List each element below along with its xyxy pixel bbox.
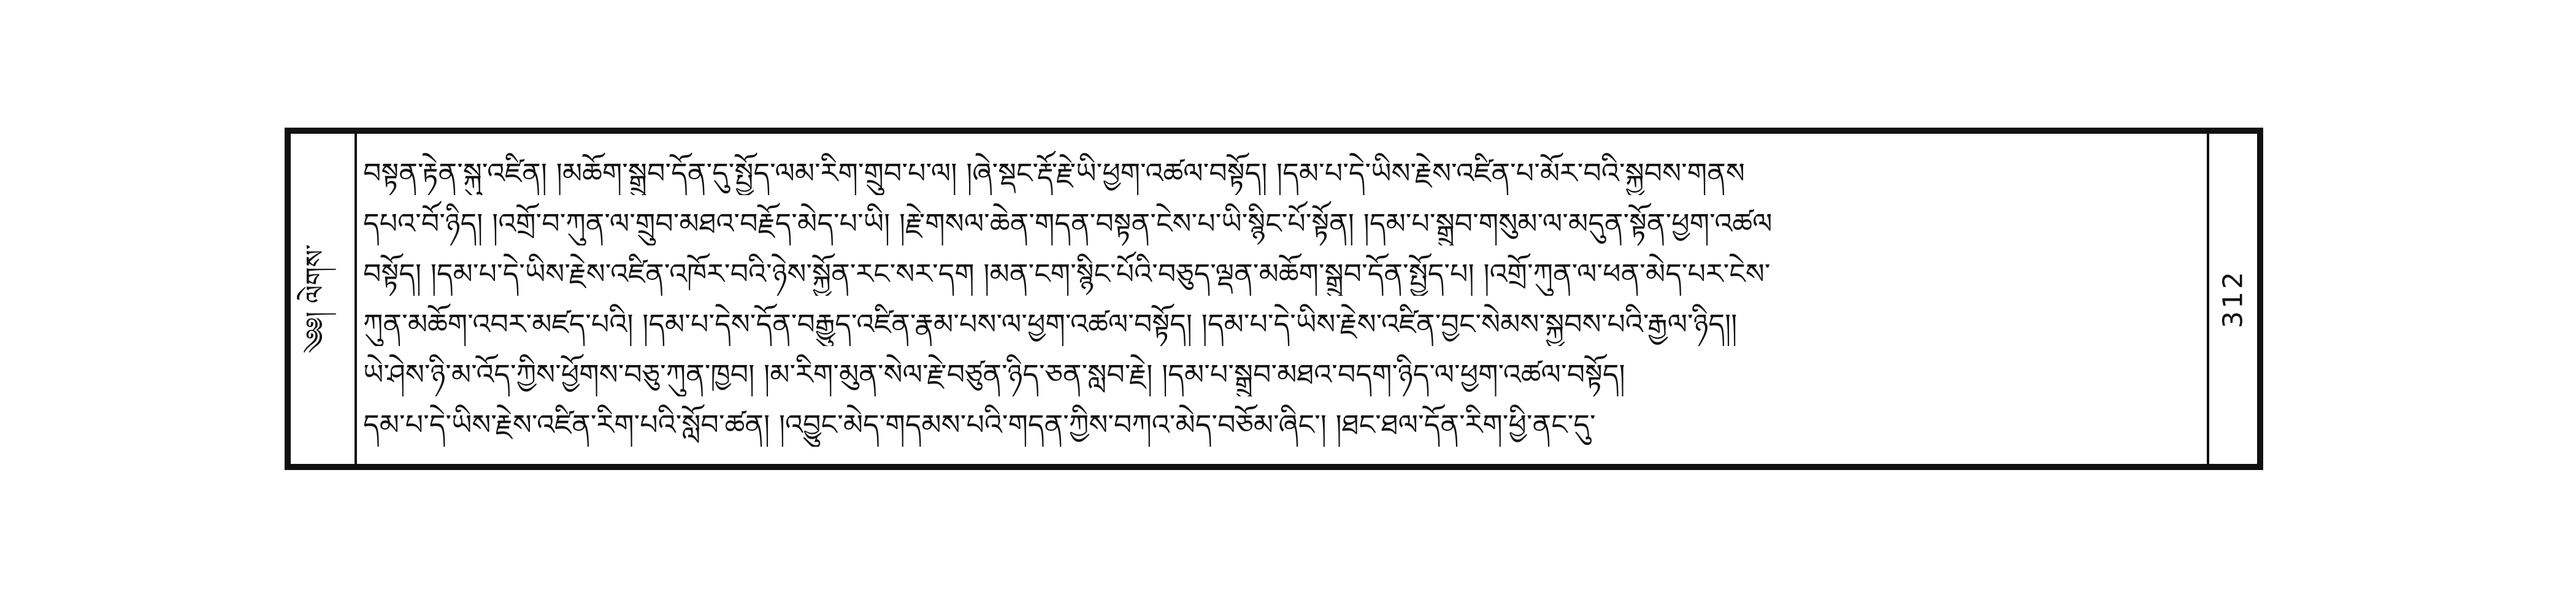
text-line-4: ཀུན་མཆོག་འབར་མཛད་པའི། །དམ་པ་དེས་དོན་བརྒྱུད་འཛིན་རྣམ་པས་ལ་ཕྱག་འཚལ་བསྟོད། །དམ་པ་དེ་ཡིས་རྗེས་འཛིན་བྱང་སེམས་སྐྱབས་པའི་རྒྱལ་ཉིད།། [363,307,1738,341]
text-line-1: བསྟན་རྟེན་སྐུ་འཛིན། །མཆོག་སྒྲུབ་དོན་དུ་སྤྱོད་ལམ་རིག་གྲུབ་པ་ལ། །ཞེ་སྡང་རྡོ་རྗེ་ཡི་ཕྱག་འཚལ་བསྟོད། །དམ་པ་དེ་ཡིས་རྗེས་འཛིན་པ་མོར་བའི་སྐྱབས་གནས [363,156,1745,190]
text-line-2: དཔའ་བོ་ཉིད། །འགྲོ་བ་ཀུན་ལ་གྲུབ་མཐའ་བརྗོད་མེད་པ་ཡི། །རྗེ་གསལ་ཆེན་གདན་བསྟན་ངེས་པ་ཡི་སྙིང་པོ་སྟོན། །དམ་པ་སྒྲུབ་གསུམ་ལ་མདུན་སྟོན་ཕྱག་འཚལ [363,207,1773,240]
text-line-3: བསྟོད། །དམ་པ་དེ་ཡིས་རྗེས་འཛིན་འཁོར་བའི་ཉེས་སྐྱོན་རང་སར་དག །མན་ངག་སྙིང་པོའི་བཅུད་ལྡན་མཆོག་སྒྲུབ་དོན་སྤྱོད་པ། །འགྲོ་ཀུན་ལ་ཕན་མེད་པར་ངེས་ [363,257,1771,290]
text-block [363,151,2201,447]
page-number: 312 [2217,269,2249,328]
folio-frame [285,128,2263,470]
left-margin [291,134,357,464]
right-margin [2207,134,2257,464]
text-line-6: དམ་པ་དེ་ཡིས་རྗེས་འཛིན་རིག་པའི་སློབ་ཚན། །འབྱུང་མེད་གདམས་པའི་གདན་ཀྱིས་བཀའ་མེད་བཅོམ་ཞིང་། །ཐང་ཐལ་དོན་རིག་ཕྱི་ནང་དུ་ [363,408,1596,441]
text-line-5: ཡེ་ཤེས་ཉི་མ་འོད་ཀྱིས་ཕྱོགས་བཅུ་ཀུན་ཁྱབ། །མ་རིག་མུན་སེལ་རྗེ་བཙུན་ཉིད་ཅན་སླབ་རྗེ། །དམ་པ་སྒྲུབ་མཐའ་བདག་ཉིད་ལ་ཕྱག་འཚལ་བསྟོད། [363,358,1625,391]
side-label: ༄༅། ལེགས་ [300,244,331,353]
